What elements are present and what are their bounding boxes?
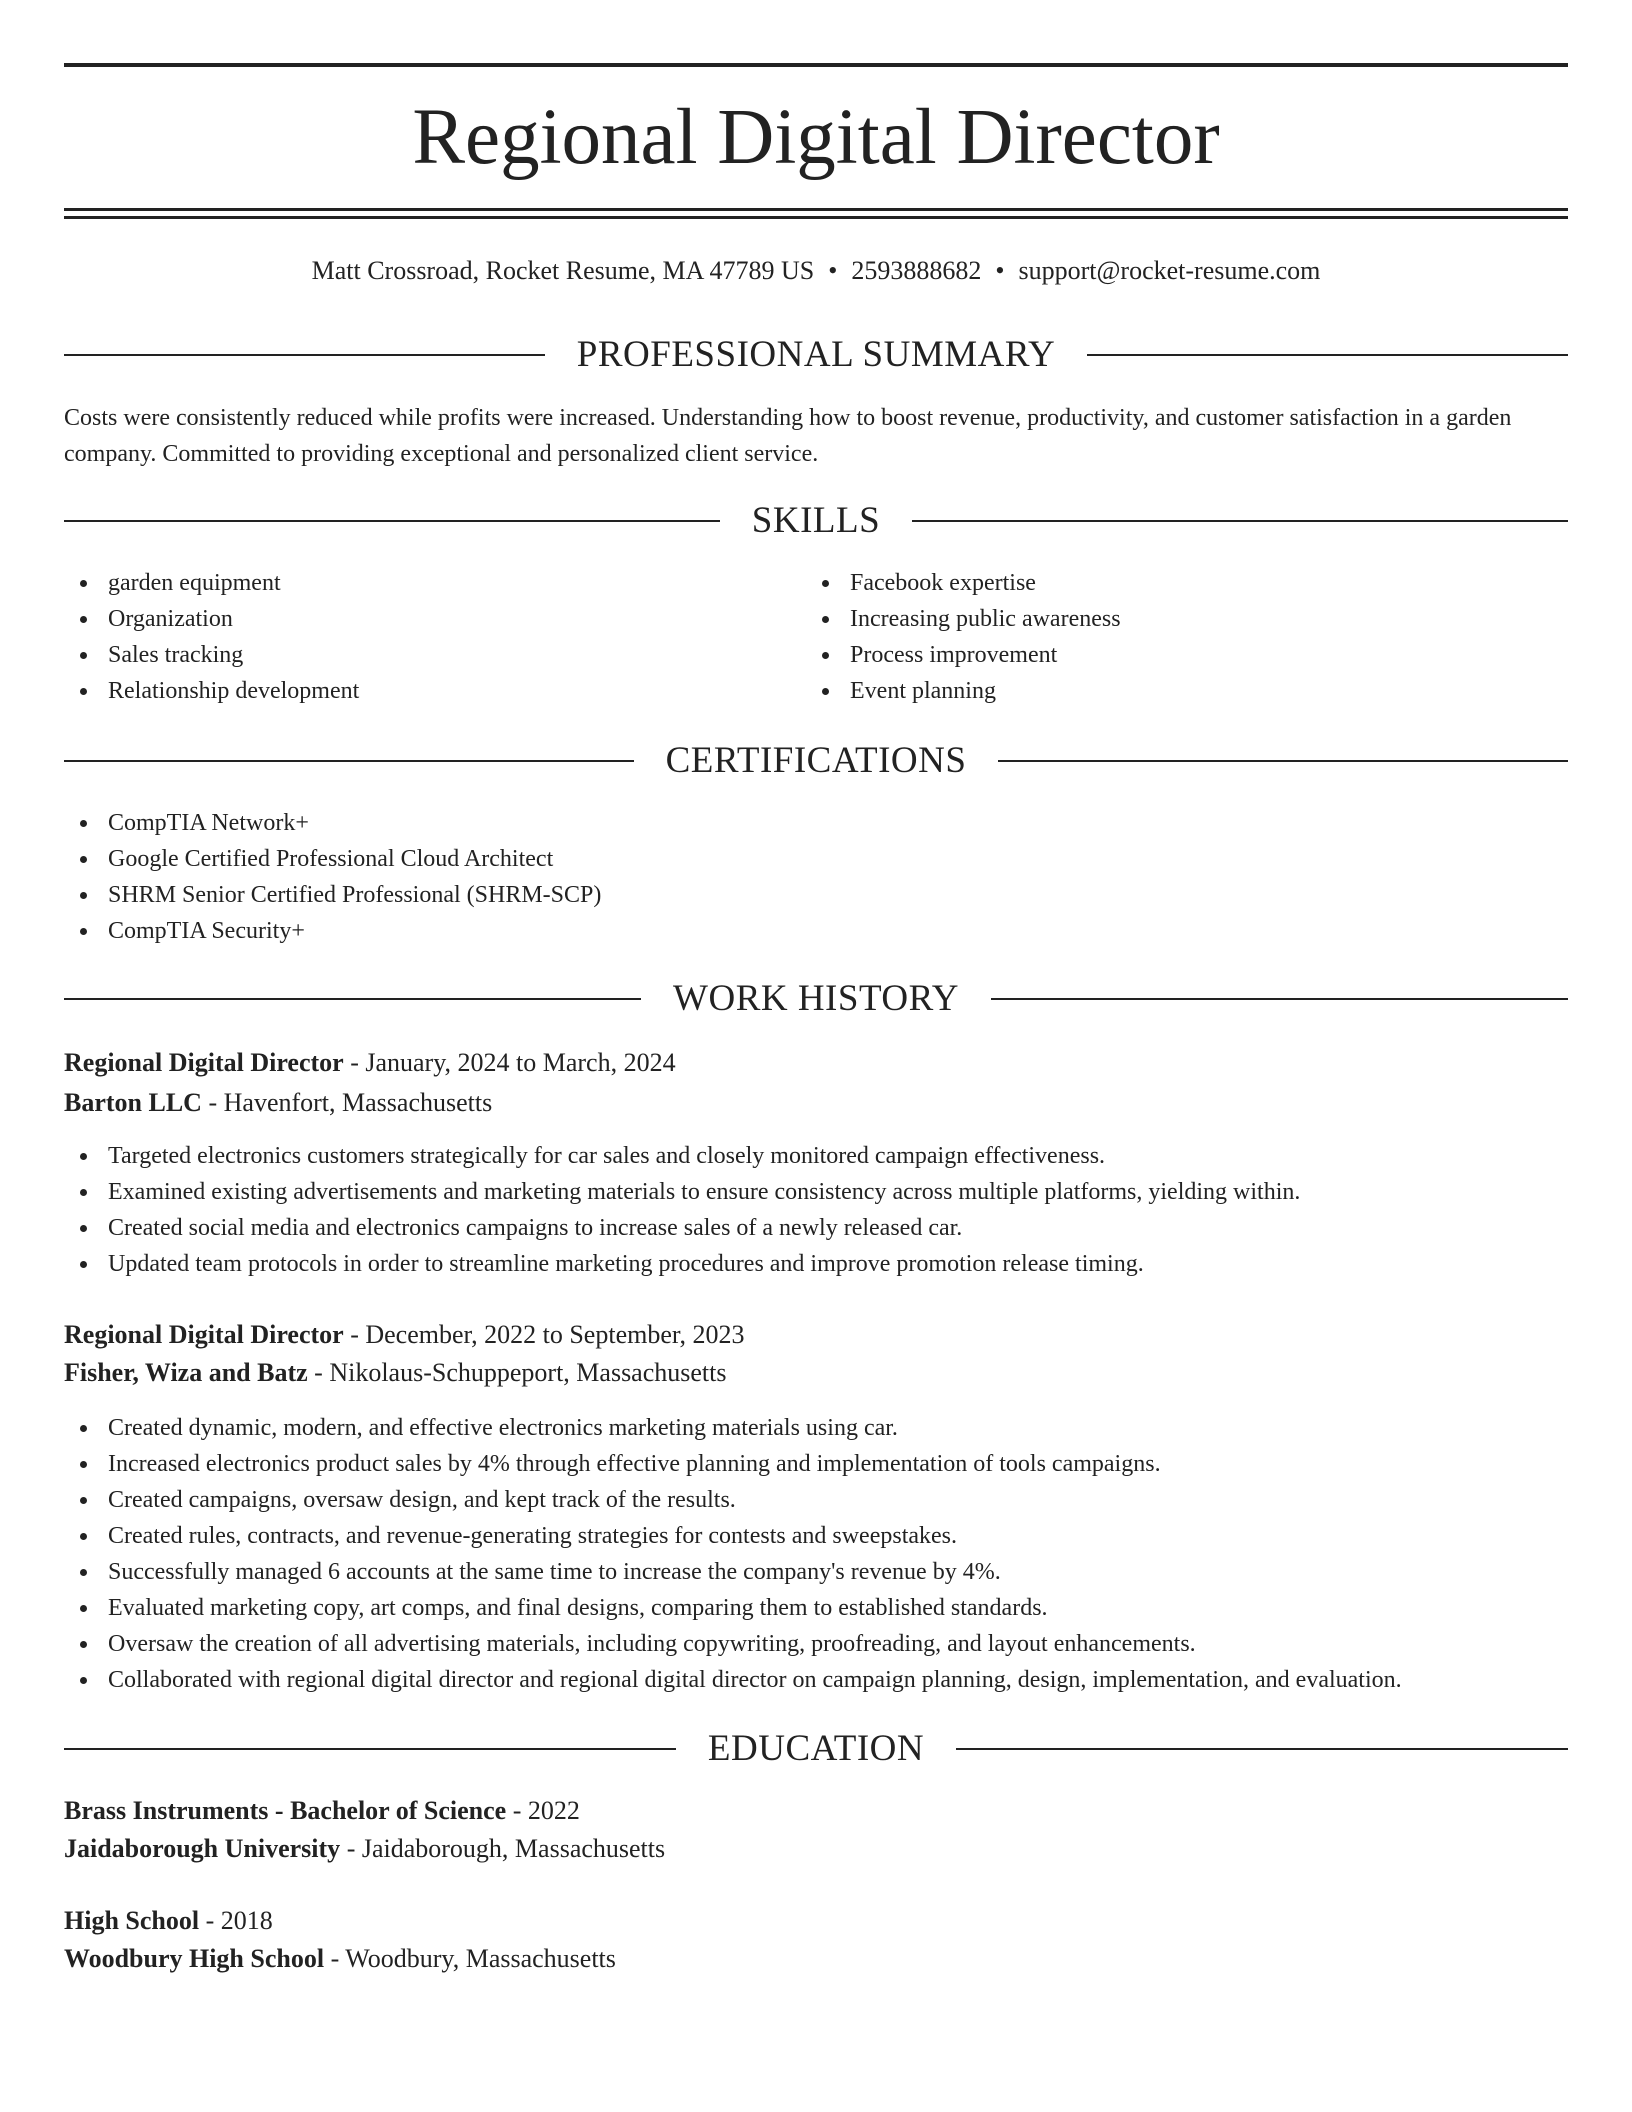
certification-item: CompTIA Security+ <box>64 913 601 949</box>
section-title-education: EDUCATION <box>707 1728 925 1769</box>
education-school-line <box>64 1940 616 1978</box>
summary-text: Costs were consistently reduced while profits were increased. Understanding how to boost revenue, productivity, and customer satisfaction in a garden company. Committed to providing exceptional and personalized client service. <box>64 405 1512 467</box>
certification-item: Google Certified Professional Cloud Architect <box>64 841 601 877</box>
top-rule <box>64 63 1568 67</box>
section-rule <box>912 520 1568 522</box>
job-dates: - January, 2024 to March, 2024 <box>343 1048 676 1077</box>
job-location: - Havenfort, Massachusetts <box>201 1088 493 1117</box>
title-rule-lower <box>64 216 1568 219</box>
job-bullet: Created campaigns, oversaw design, and kept track of the results. <box>64 1482 1402 1518</box>
job-bullet: Successfully managed 6 accounts at the same time to increase the company's revenue by 4%. <box>64 1554 1402 1590</box>
section-rule <box>956 1748 1568 1750</box>
job-bullet: Created rules, contracts, and revenue-generating strategies for contests and sweepstakes. <box>64 1518 1402 1554</box>
job-bullets <box>64 1410 1402 1698</box>
skill-item: garden equipment <box>64 565 359 601</box>
education-location: - Jaidaborough, Massachusetts <box>340 1834 666 1863</box>
education-location: - Woodbury, Massachusetts <box>324 1944 616 1973</box>
certifications-list <box>64 805 601 949</box>
skill-item: Process improvement <box>806 637 1121 673</box>
education-school: Woodbury High School <box>64 1944 325 1973</box>
section-header-skills <box>64 498 1568 544</box>
job-title-line <box>64 1316 745 1354</box>
section-rule <box>991 998 1568 1000</box>
job-company-line <box>64 1084 492 1122</box>
resume-title: Regional Digital Director <box>412 94 1220 181</box>
section-rule <box>64 760 634 762</box>
job-company-line <box>64 1354 727 1392</box>
skill-item: Increasing public awareness <box>806 601 1121 637</box>
skill-item: Relationship development <box>64 673 359 709</box>
section-rule <box>64 1748 676 1750</box>
skill-item: Organization <box>64 601 359 637</box>
section-title-skills: SKILLS <box>751 500 881 541</box>
job-bullet: Oversaw the creation of all advertising materials, including copywriting, proofreading, and layout enhancements. <box>64 1626 1402 1662</box>
contact-email: support@rocket-resume.com <box>1018 256 1321 285</box>
contact-line <box>64 254 1568 288</box>
certification-item: SHRM Senior Certified Professional (SHRM-SCP) <box>64 877 601 913</box>
education-school: Jaidaborough University <box>64 1834 341 1863</box>
job-title-line <box>64 1044 676 1082</box>
education-school-line <box>64 1830 665 1868</box>
job-bullet: Targeted electronics customers strategically for car sales and closely monitored campaign effectiveness. <box>64 1138 1300 1174</box>
section-title-summary: PROFESSIONAL SUMMARY <box>576 334 1056 375</box>
job-role: Regional Digital Director <box>64 1048 344 1077</box>
education-degree-line <box>64 1792 580 1830</box>
section-rule <box>64 520 720 522</box>
section-header-summary <box>64 332 1568 378</box>
contact-phone: 2593888682 <box>851 256 982 285</box>
job-bullet: Created social media and electronics campaigns to increase sales of a newly released car. <box>64 1210 1300 1246</box>
section-header-certifications <box>64 738 1568 784</box>
education-degree-line <box>64 1902 273 1940</box>
skill-item: Sales tracking <box>64 637 359 673</box>
skills-list-right <box>806 565 1121 709</box>
contact-separator: • <box>828 256 838 285</box>
job-bullets <box>64 1138 1300 1282</box>
skill-item: Event planning <box>806 673 1121 709</box>
job-bullet: Increased electronics product sales by 4% through effective planning and implementation of tools campaigns. <box>64 1446 1402 1482</box>
job-bullet: Evaluated marketing copy, art comps, and final designs, comparing them to established standards. <box>64 1590 1402 1626</box>
section-header-work <box>64 976 1568 1022</box>
section-rule <box>64 998 641 1000</box>
certification-item: CompTIA Network+ <box>64 805 601 841</box>
section-rule <box>64 354 545 356</box>
job-bullet: Examined existing advertisements and marketing materials to ensure consistency across multiple platforms, yielding within. <box>64 1174 1300 1210</box>
contact-address: Matt Crossroad, Rocket Resume, MA 47789 US <box>311 256 815 285</box>
job-bullet: Updated team protocols in order to streamline marketing procedures and improve promotion release timing. <box>64 1246 1300 1282</box>
job-company: Barton LLC <box>64 1088 202 1117</box>
job-company: Fisher, Wiza and Batz <box>64 1358 308 1387</box>
education-degree: Brass Instruments - Bachelor of Science <box>64 1796 507 1825</box>
job-dates: - December, 2022 to September, 2023 <box>343 1320 745 1349</box>
section-rule <box>1087 354 1568 356</box>
title-rule-upper <box>64 208 1568 211</box>
section-title-certifications: CERTIFICATIONS <box>665 740 967 781</box>
education-degree: High School <box>64 1906 200 1935</box>
job-bullet: Created dynamic, modern, and effective electronics marketing materials using car. <box>64 1410 1402 1446</box>
section-title-work: WORK HISTORY <box>673 978 959 1019</box>
section-rule <box>998 760 1568 762</box>
contact-separator: • <box>995 256 1005 285</box>
skills-list-left <box>64 565 359 709</box>
section-header-education <box>64 1726 1568 1772</box>
education-year: - 2022 <box>506 1796 580 1825</box>
job-bullet: Collaborated with regional digital director and regional digital director on campaign planning, design, implementation, and evaluation. <box>64 1662 1402 1698</box>
job-location: - Nikolaus-Schuppeport, Massachusetts <box>307 1358 727 1387</box>
job-role: Regional Digital Director <box>64 1320 344 1349</box>
skill-item: Facebook expertise <box>806 565 1121 601</box>
education-year: - 2018 <box>199 1906 273 1935</box>
